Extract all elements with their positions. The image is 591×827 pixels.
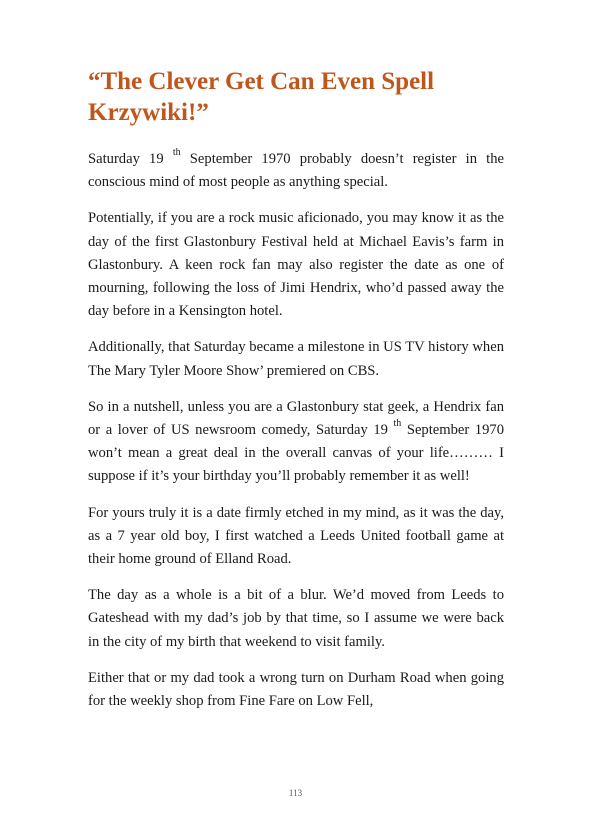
paragraph-4-end: September 1970 won’t mean a great deal in the overall canvas of your life……… I suppose if it’s your birthday you’ll probably remember it as well! xyxy=(88,422,504,485)
body-text xyxy=(88,148,504,726)
paragraph-2: Potentially, if you are a rock music aficionado, you may know it as the day of the first Glastonbury Festival held at Michael Eavis’s farm in Glastonbury. A keen rock fan may also register the date as one of mourning, following the loss of Jimi Hendrix, who’d passed away the day before in a Kensington hotel. xyxy=(88,210,504,320)
paragraph-5: For yours truly it is a date firmly etched in my mind, as it was the day, as a 7 year old boy, I first watched a Leeds United football game at their home ground of Elland Road. xyxy=(88,504,504,568)
paragraph-4-start: So in a nutshell, unless you are a Glastonbury stat geek, a Hendrix fan or a lover of US newsroom comedy, Saturday 19 xyxy=(88,398,504,439)
ordinal-suffix: th xyxy=(172,147,181,159)
paragraph-4 xyxy=(88,396,504,489)
ordinal-suffix: th xyxy=(393,418,402,430)
paragraph-7: Either that or my dad took a wrong turn on Durham Road when going for the weekly shop from Fine Fare on Low Fell, xyxy=(88,669,504,710)
chapter-title: “The Clever Get Can Even Spell Krzywiki!” xyxy=(88,68,435,126)
paragraph-1-start: Saturday 19 xyxy=(88,151,173,167)
paragraph-3: Additionally, that Saturday became a milestone in US TV history when The Mary Tyler Moore Show’ premiered on CBS. xyxy=(88,339,504,379)
paragraph-6: The day as a whole is a bit of a blur. We’d moved from Leeds to Gateshead with my dad’s job by that time, so I assume we were back in the city of my birth that weekend to visit family. xyxy=(88,587,504,650)
page-number: 113 xyxy=(288,788,303,798)
paragraph-1-end: September 1970 probably doesn’t register in the conscious mind of most people as anything special. xyxy=(88,151,504,191)
paragraph-1 xyxy=(88,148,504,194)
